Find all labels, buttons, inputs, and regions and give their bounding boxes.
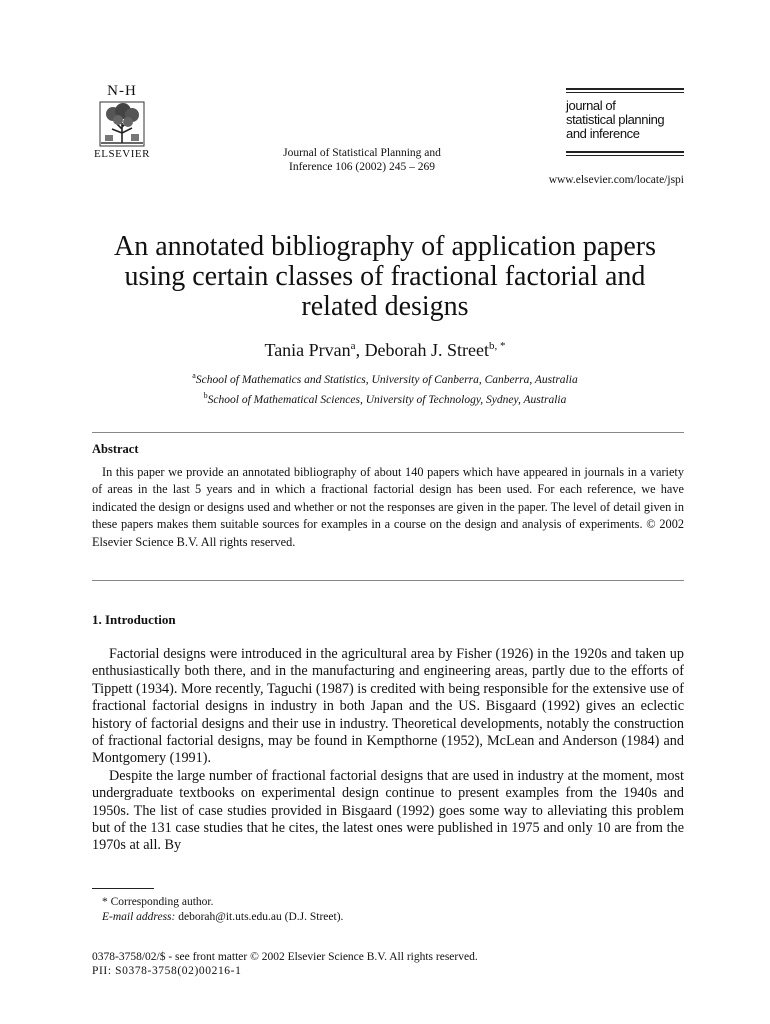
publisher-name: ELSEVIER — [94, 148, 150, 160]
abstract-paragraph: In this paper we provide an annotated bibliography of about 140 papers which have appeared in journals in a variety of areas in the last 5 years and in which a fractional factorial design has been used. For each reference, we have indicated the design or designs used and whether or not the responses are given in the paper. The level of detail given in these papers makes them suitable sources for examples in a course on the design and analysis of experiments. © 2002 Elsevier Science B.V. All rights reserved. — [92, 465, 684, 549]
journal-name-line1: journal of — [566, 98, 616, 113]
issn-line: 0378-3758/02/$ - see front matter © 2002 Elsevier Science B.V. All rights reserved. — [92, 951, 478, 963]
masthead-bottom-rule — [566, 151, 684, 153]
abstract-bottom-rule — [92, 580, 684, 581]
affiliation-a — [60, 368, 710, 388]
journal-name-line2: statistical planning — [566, 112, 665, 127]
masthead-bottom-rule-thin — [566, 155, 684, 156]
affiliation-a-text: School of Mathematics and Statistics, University of Canberra, Canberra, Australia — [195, 373, 578, 386]
section-heading-introduction: 1. Introduction — [92, 612, 176, 627]
title-line1: An annotated bibliography of application papers — [114, 231, 656, 262]
affiliation-b-text: School of Mathematical Sciences, University of Technology, Sydney, Australia — [207, 393, 567, 406]
footnotes — [92, 895, 343, 925]
author-street-affil: b, * — [489, 340, 506, 352]
abstract-top-rule — [92, 432, 684, 433]
footnote-corresponding-text: Corresponding author. — [110, 896, 214, 908]
journal-name — [566, 99, 684, 141]
journal-reference-line1: Journal of Statistical Planning and — [283, 147, 441, 159]
affiliations — [60, 368, 710, 408]
author-prvan-affil: a — [350, 340, 356, 352]
author-prvan: Tania Prvan — [264, 340, 351, 360]
footnote-rule — [92, 888, 154, 889]
journal-name-line3: and inference — [566, 126, 640, 141]
email-address[interactable]: deborah@it.uts.edu.au (D.J. Street). — [178, 911, 344, 923]
title-line2: using certain classes of fractional factorial and — [124, 261, 646, 292]
affiliation-b — [60, 388, 710, 408]
affiliation-a-mark: a — [192, 371, 196, 380]
email-label: E-mail address: — [102, 911, 176, 923]
footnote-email — [92, 910, 343, 925]
footnote-corresponding — [92, 895, 343, 910]
footnote-mark: * — [102, 896, 108, 908]
author-list: Tania Prvan$^a$, Deborah J. Street$^{b, *}$ — [264, 340, 506, 360]
author-street: Deborah J. Street — [364, 340, 490, 360]
affiliation-b-mark: b — [203, 390, 208, 400]
copyright-info — [92, 950, 478, 978]
abstract-text — [92, 464, 684, 551]
journal-url[interactable]: www.elsevier.com/locate/jspi — [548, 174, 684, 186]
article-title — [60, 232, 710, 322]
abstract-heading: Abstract — [92, 442, 139, 456]
elsevier-tree-logo-icon — [99, 101, 145, 147]
journal-reference — [262, 146, 462, 174]
pii-line: PII: S0378-3758(02)00216-1 — [92, 965, 242, 977]
intro-paragraph-2: Despite the large number of fractional factorial designs that are used in industry at the moment, most undergraduate textbooks on experimental design continue to present examples from the 1940s and 1950s. The list of case studies provided in Bisgaard (1992) goes some way to alleviating this problem but of the 131 case studies that he cites, the latest ones were published in 1975 and only 10 are from the 1970s at all. By — [92, 767, 684, 854]
publisher-block — [90, 84, 154, 160]
masthead-top-rule — [566, 88, 684, 90]
journal-masthead — [566, 88, 684, 156]
journal-reference-line2: Inference 106 (2002) 245 – 269 — [289, 161, 435, 173]
publisher-mark: N-H — [107, 83, 137, 99]
title-line3: related designs — [301, 291, 469, 322]
masthead-top-rule-thin — [566, 92, 684, 93]
introduction-body — [92, 646, 684, 855]
intro-paragraph-1: Factorial designs were introduced in the agricultural area by Fisher (1926) in the 1920s and taken up enthusiastically both there, and in the manufacturing and engineering areas, partly due to the efforts of Tippett (1934). More recently, Taguchi (1987) is credited with being responsible for the extensive use of fractional factorial designs in industry in both Japan and the US. Bisgaard (1992) gives an eclectic history of factorial designs and their use in industry. Theoretical developments, notably the construction of fractional factorial designs, may be found in Kempthorne (1952), McLean and Anderson (1984) and Montgomery (1991). — [92, 646, 684, 767]
